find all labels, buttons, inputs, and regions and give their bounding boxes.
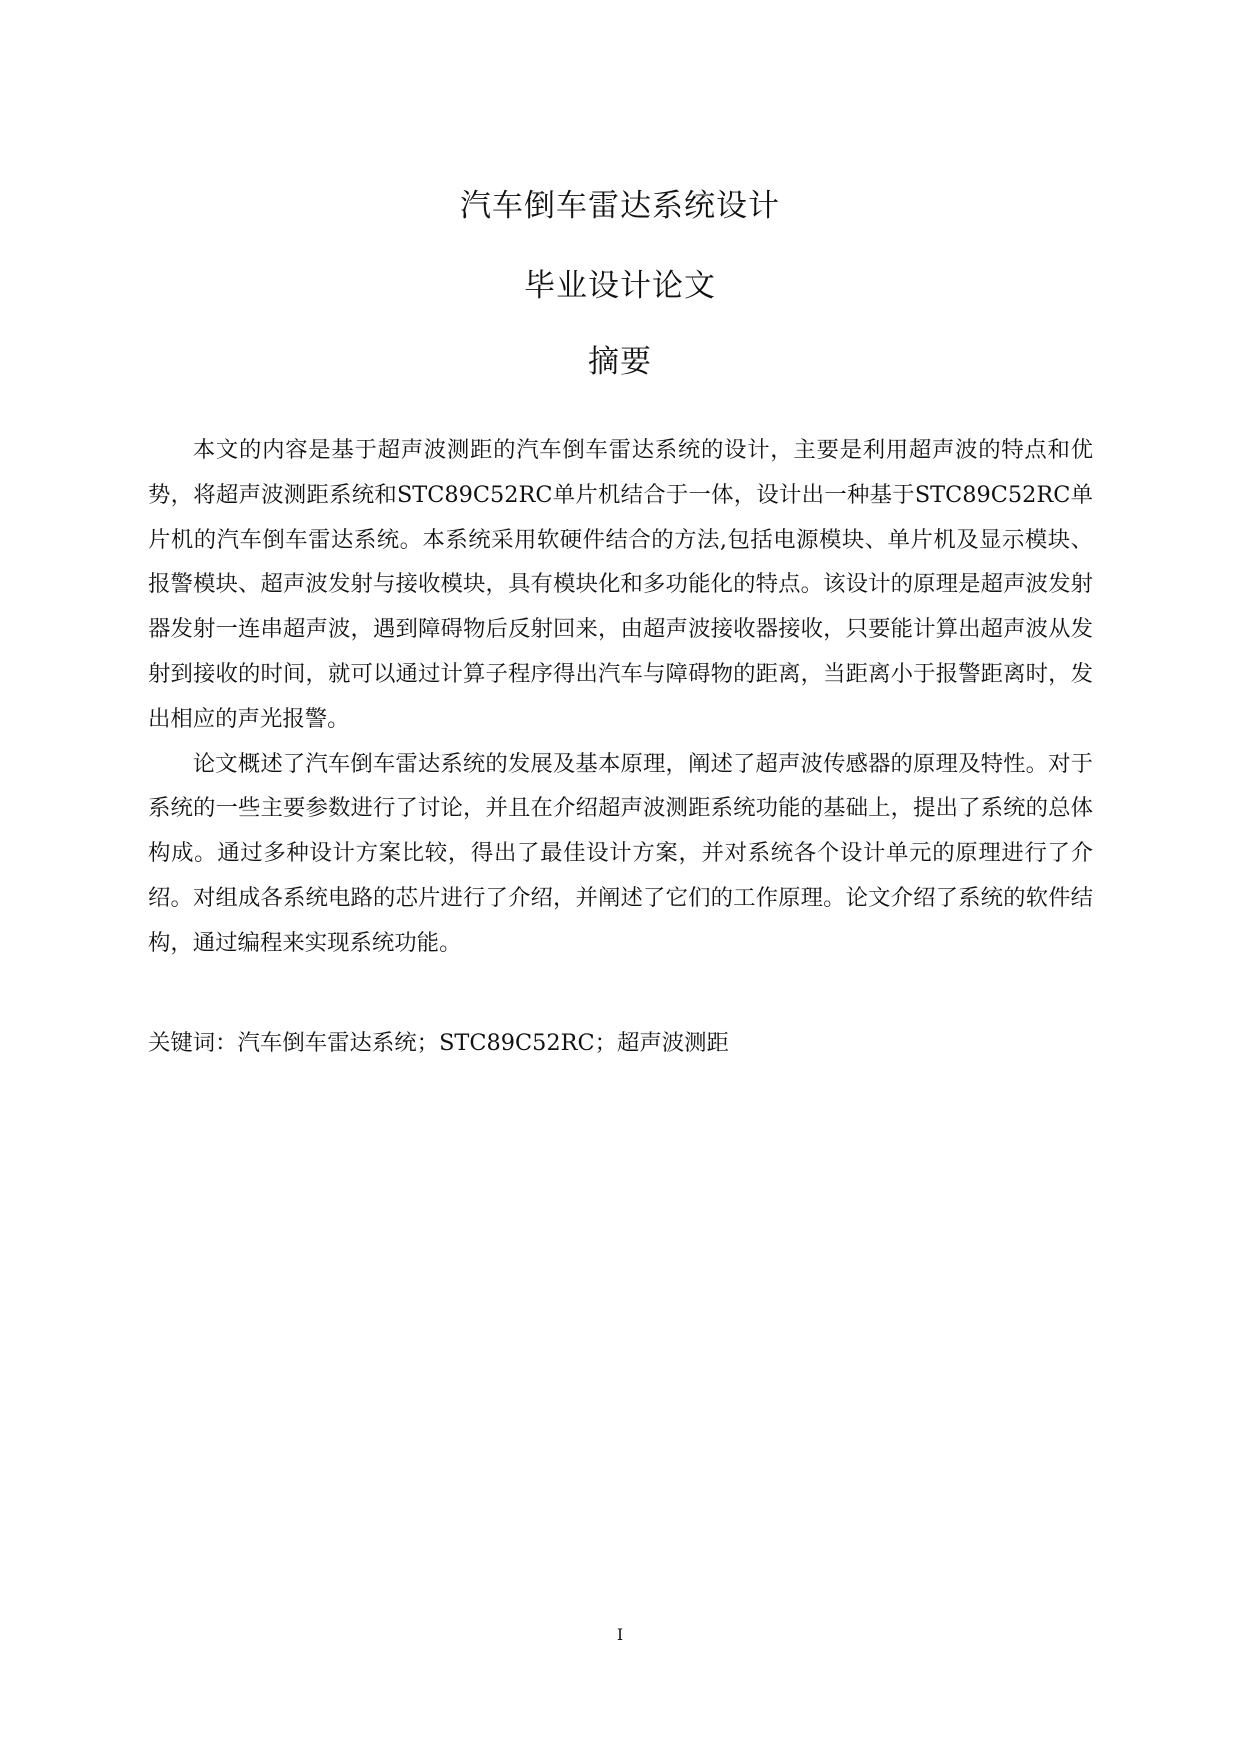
- abstract-heading: 摘要: [588, 344, 652, 380]
- abstract-body: [148, 428, 1093, 966]
- abstract-paragraph: 论文概述了汽车倒车雷达系统的发展及基本原理，阐述了超声波传感器的原理及特性。对于系统的一些主要参数进行了讨论，并且在介绍超声波测距系统功能的基础上，提出了系统的总体构成。通过多种设计方案比较，得出了最佳设计方案，并对系统各个设计单元的原理进行了介绍。对组成各系统电路的芯片进行了介绍，并阐述了它们的工作原理。论文介绍了系统的软件结构，通过编程来实现系统功能。: [148, 750, 1093, 956]
- page-number: I: [616, 1625, 624, 1644]
- abstract-paragraph: 本文的内容是基于超声波测距的汽车倒车雷达系统的设计，主要是利用超声波的特点和优势，将超声波测距系统和STC89C52RC单片机结合于一体，设计出一种基于STC89C52RC单片机的汽车倒车雷达系统。本系统采用软硬件结合的方法,包括电源模块、单片机及显示模块、报警模块、超声波发射与接收模块，具有模块化和多功能化的特点。该设计的原理是超声波发射器发射一连串超声波，遇到障碍物后反射回来，由超声波接收器接收，只要能计算出超声波从发射到接收的时间，就可以通过计算子程序得出汽车与障碍物的距离，当距离小于报警距离时，发出相应的声光报警。: [148, 437, 1093, 732]
- document-title: 汽车倒车雷达系统设计: [460, 188, 780, 224]
- keywords-line: 关键词：汽车倒车雷达系统；STC89C52RC；超声波测距: [148, 1030, 729, 1056]
- document-subtitle: 毕业设计论文: [524, 268, 716, 304]
